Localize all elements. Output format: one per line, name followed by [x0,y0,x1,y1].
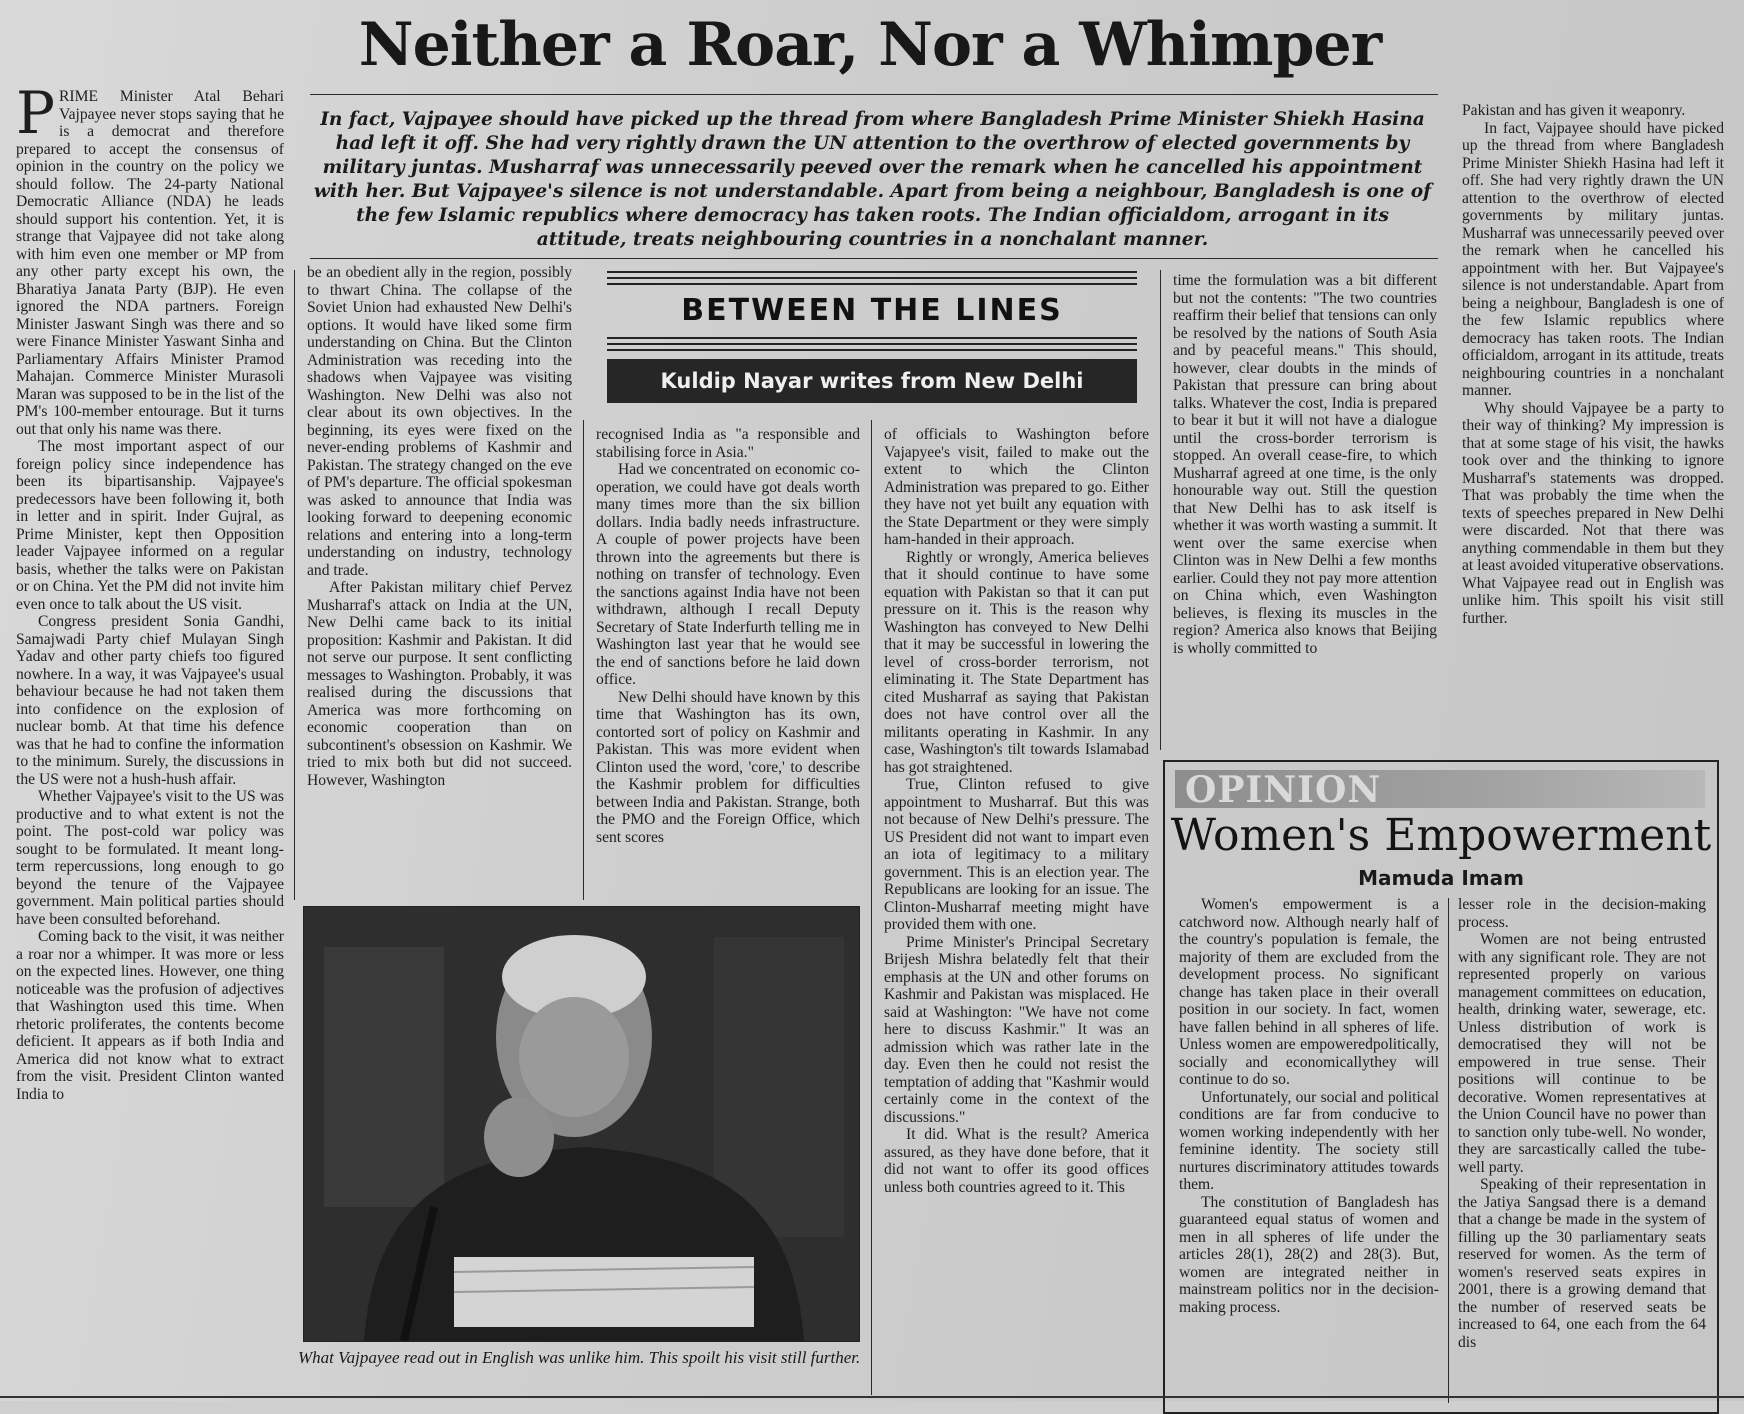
article-column-6 [1462,102,1724,627]
article-paragraph: recognised India as "a responsible and stabilising force in Asia." [596,426,860,461]
opinion-paragraph: lesser role in the decision-making process. [1458,896,1706,931]
article-column-4 [884,426,1149,1196]
opinion-box [1163,760,1719,1414]
article-paragraph: It did. What is the result? America assured, as they have done before, that it did not want to offer its good offices unless both countries agreed to it. This [884,1126,1149,1196]
article-paragraph: Pakistan and has given it weaponry. [1462,102,1686,119]
article-column-3 [596,426,860,846]
article-paragraph: Congress president Sonia Gandhi, Samajwadi Party chief Mulayan Singh Yadav and other party chiefs too figured nowhere. In a way, it was Vajpayee's usual behaviour because he had not taken them into confidence on the explosion of nuclear bomb. At that time his defence was that he had to confine the information to the minimum. Surely, the discussions in the US were not a hush-hush affair. [16,613,284,788]
header-rule [607,349,1137,351]
article-paragraph: Coming back to the visit, it was neither a roar nor a whimper. It was more or less on the expected lines. However, one thing noticeable was the profusion of adjectives that Washington used this time. When rhetoric proliferates, the contents become deficient. It appears as if both India and America did not know what to extract from the visit. President Clinton wanted India to [16,928,284,1103]
column-header-between-the-lines [607,271,1137,411]
article-paragraph: of officials to Washington before Vajapyee's visit, failed to make out the extent to which the Clinton Administration was prepared to go. Either they have not yet built any equation with the State Department or they were simply ham-handed in their approach. [884,426,1149,548]
article-paragraph: Prime Minister's Principal Secretary Brijesh Mishra belatedly felt that their emphasis at the UN and other forums on Kashmir and Pakistan was misplaced. He said at Washington: "We have not come here to discuss Kashmir." It was an admission which was rather late in the day. Even then he could not resist the temptation of adding that "Kashmir would certainly come in the context of the discussions." [884,933,1149,1126]
article-paragraph: New Delhi should have known by this time that Washington has its own, contorted sort of policy on Kashmir and Pakistan. This was more evident when Clinton used the word, 'core,' to describe the Kashmir problem for difficulties between India and Pakistan. Strange, both the PMO and the Foreign Office, which sent scores [596,688,860,846]
article-paragraph: The most important aspect of our foreign policy since independence has been its bipartisanship. Vajpayee's predecessors have been following it, both in letter and in spirit. Inder Gujral, as Prime Minister, kept then Opposition leader Vajpayee informed on a regular basis, whether the talks were on Pakistan or on China. Yet the PM did not invite him even once to talk about the US visit. [16,438,284,613]
pullquote-bottom-rule [310,258,1438,259]
opinion-column-2 [1458,896,1706,1351]
header-rule [607,337,1137,339]
column-divider [871,420,872,1395]
page-bottom-rule [0,1396,1744,1398]
opinion-title: Women's Empowerment [1170,810,1712,861]
column-byline: Kuldip Nayar writes from New Delhi [607,359,1137,403]
column-divider [294,270,295,900]
opinion-label: OPINION [1185,769,1382,811]
pullquote-top-rule [310,94,1438,95]
opinion-paragraph: Women are not being entrusted with any significant role. They are not represented properly on various management committees on education, health, drinking water, sewerage, etc. Unless distribution of work is democratised they will not be empowered in true sense. Their positions will continue to be decorative. Women representatives at the Union Council have no power than to sanction only tube-well. No wonder, they are sarcastically called the tube-well party. [1458,931,1706,1176]
opinion-paragraph: Women's empowerment is a catchword now. Although nearly half of the country's population is female, the majority of them are excluded from the development process. No significant change has taken place in their overall position in our society. In fact, women have fallen behind in all spheres of life. Unless women are empoweredpolitically, socially and economicallythey will continue to do so. [1179,896,1439,1088]
opinion-column-1 [1179,896,1439,1316]
pullquote: In fact, Vajpayee should have picked up the thread from where Bangladesh Prime Minister Shiekh Hasina had left it off. She had very rightly drawn the UN attention to the overthrow of elected governments by military juntas. Musharraf was unnecessarily peeved over the remark when he cancelled his appointment with her. But Vajpayee's silence is not understandable. Apart from being a neighbour, Bangladesh is one of the few Islamic republics where democracy has taken roots. The Indian officialdom, arrogant in its attitude, treats neighbouring countries in a nonchalant manner. [313,109,1432,250]
article-paragraph: True, Clinton refused to give appointment to Musharraf. But this was not because of New Delhi's pressure. The US President did not want to impart even an iota of legitimacy to a military government. This is an election year. The Republicans are looking for an issue. The Clinton-Musharraf meeting might have provided them with one. [884,776,1149,933]
column-divider [1448,898,1449,1403]
article-column-2 [307,264,572,789]
header-rule [607,277,1137,279]
column-divider [583,420,584,900]
column-title: BETWEEN THE LINES [681,293,1063,328]
news-photo [303,906,860,1342]
opinion-label-bar [1175,769,1705,811]
header-rule [607,271,1137,273]
opinion-paragraph: The constitution of Bangladesh has guaranteed equal status of women and men in all spheres of life under the articles 28(1), 28(2) and 28(3). But, women are integrated neither in mainstream politics nor in the decision-making process. [1179,1193,1439,1316]
opinion-paragraph: Unfortunately, our social and political conditions are far from conducive to women working independently with her feminine identity. The society still nurtures discriminatory attitudes towards them. [1179,1088,1439,1193]
header-rule [607,343,1137,345]
article-paragraph: Had we concentrated on economic co-operation, we could have got deals worth many times more than the six billion dollars. India badly needs infrastructure. A couple of power projects have been thrown into the agreements but there is nothing on transfer of technology. Even the sanctions against India have not been withdrawn, although I recall Deputy Secretary of State Inderfurth telling me in Washington last year that he would see the end of sanctions before he laid down office. [596,461,860,688]
photo-illustration [304,907,859,1341]
article-paragraph: be an obedient ally in the region, possibly to thwart China. The collapse of the Soviet Union had exhausted New Delhi's options. It would have liked some firm understanding on China. But the Clinton Administration was receding into the shadows when Vajpayee was visiting Washington. New Delhi was also not clear about its own objectives. In the beginning, its eyes were fixed on the never-ending problems of Kashmir and Pakistan. The strategy changed on the eve of PM's departure. The official spokesman was asked to announce that India was looking forward to deepening economic relations and entering into a long-term understanding on industry, technology and trade. [307,264,572,579]
header-rule [607,283,1137,285]
column-divider [1160,270,1161,750]
article-paragraph: After Pakistan military chief Pervez Musharraf's attack on India at the UN, New Delhi came back to its initial proposition: Kashmir and Pakistan. It did not serve our purpose. It sent conflicting messages to Washington. Probably, it was realised during the discussions that America was more forthcoming on economic cooperation than on subcontinent's obsession on Kashmir. We tried to mix both but did not succeed. However, Washington [307,579,572,789]
article-paragraph: time the formulation was a bit different but not the contents: "The two countries reaffirm their belief that tensions can only be resolved by the nations of South Asia and by peaceful means." This should, however, clear doubts in the minds of Pakistan that pressure can bring about talks. Whatever the cost, India is prepared to bear it but it will not have a dialogue until the cross-border terrorism is stopped. An overall cease-fire, to which Musharraf agreed at one time, is the only honourable way out. Still the question that New Delhi has to ask itself is whether it was worth wasting a summit. It went over the same exercise when Clinton was in New Delhi a few months earlier. Could they not pay more attention on China which, even Washington believes, is flexing its muscles in the region? America also knows that Beijing is wholly committed to [1173,272,1437,657]
article-column-5 [1173,272,1437,657]
article-paragraph: Whether Vajpayee's visit to the US was productive and to what extent is not the point. The post-cold war policy was sought to be formulated. It meant long-term repercussions, long enough to go beyond the tenure of the Vajpayee government. Main political parties should have been consulted beforehand. [16,788,284,928]
article-paragraph: PRIME Minister Atal Behari Vajpayee never stops saying that he is a democrat and therefore prepared to accept the consensus of opinion in the country on the policy we should follow. The 24-party National Democratic Alliance (NDA) he leads should support his contention. Yet, it is strange that Vajpayee did not take along with him even one member or MP from any other party except his own, the Bharatiya Janata Party (BJP). He even ignored the NDA partners. Foreign Minister Jaswant Singh was there and so were Finance Minister Yaswant Sinha and Parliamentary Affairs Minister Pramod Mahajan. Commerce Minister Murasoli Maran was supposed to be in the list of the PM's 100-member entourage. But it turns out that only his name was there. [16,79,284,438]
photo-caption: What Vajpayee read out in English was unlike him. This spoilt his visit still further. [298,1348,861,1367]
article-paragraph: In fact, Vajpayee should have picked up the thread from where Bangladesh Prime Minister Shiekh Hasina had left it off. She had very rightly drawn the UN attention to the overthrow of elected governments by military juntas. Musharraf was unnecessarily peeved over the remark when he cancelled his appointment with her. But Vajpayee's silence is not understandable. Apart from being a neighbour, Bangladesh is one of the few Islamic republics where democracy has taken roots. The Indian officialdom, arrogant in its attitude, treats neighbouring countries in a nonchalant manner. [1462,119,1724,399]
article-column-1 [16,79,284,1103]
article-paragraph: Why should Vajpayee be a party to their way of thinking? My impression is that at some stage of his visit, the hawks took over and the thinking to ignore Musharraf's statements was dropped. That was probably the time when the texts of speeches prepared in New Delhi were discarded. Not that there was anything commendable in them but they at least avoided vituperative observations. What Vajpayee read out in English was unlike him. This spoilt his visit still further. [1462,399,1724,627]
drop-cap: P [16,79,56,147]
opinion-author: Mamuda Imam [1358,866,1524,890]
opinion-paragraph: Speaking of their representation in the Jatiya Sangsad there is a demand that a change be made in the system of filling up the 30 parliamentary seats reserved for women. As the term of women's reserved seats expires in 2001, there is a growing demand that the number of reserved seats be increased to 64, one each from the 64 dis [1458,1176,1706,1351]
headline: Neither a Roar, Nor a Whimper [358,10,1382,80]
article-paragraph: Rightly or wrongly, America believes that it should continue to have some equation with Pakistan so that it can put pressure on it. This is the reason why Washington has conveyed to New Delhi that it may be successful in lowering the level of cross-border terrorism, not eliminating it. The State Department has cited Musharraf as saying that Pakistan does not have control over all the militants operating in Kashmir. In any case, Washington's tilt towards Islamabad has got straightened. [884,548,1149,776]
